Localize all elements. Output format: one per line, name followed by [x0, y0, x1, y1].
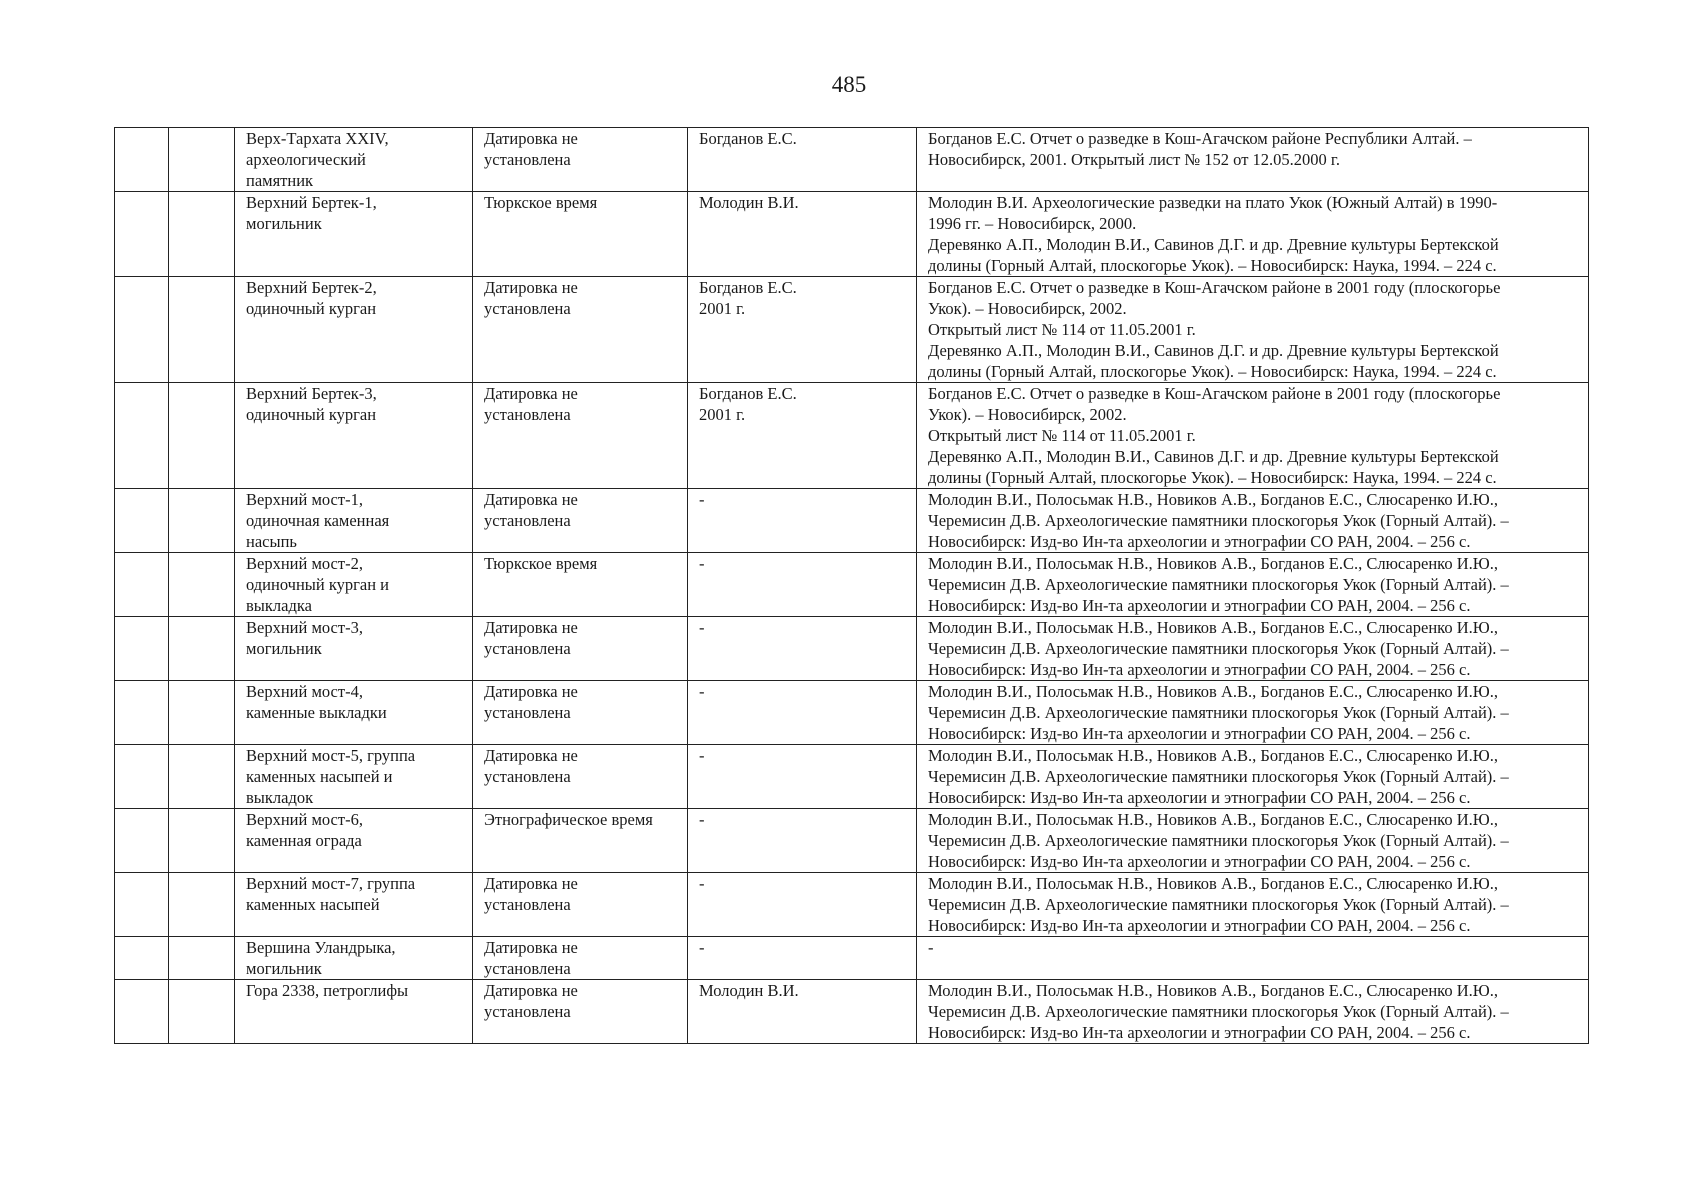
cell-text-line: Молодин В.И., Полосьмак Н.В., Новиков А.В., Богданов Е.С., Слюсаренко И.Ю.,: [928, 810, 1498, 829]
cell-text-line: Молодин В.И., Полосьмак Н.В., Новиков А.В., Богданов Е.С., Слюсаренко И.Ю.,: [928, 682, 1498, 701]
researcher-cell: [688, 809, 917, 873]
number-cell: [115, 277, 169, 383]
cell-text-line: -: [699, 810, 705, 829]
cell-text-line: Молодин В.И., Полосьмак Н.В., Новиков А.В., Богданов Е.С., Слюсаренко И.Ю.,: [928, 874, 1498, 893]
cell-text-line: Верхний мост-2,: [246, 554, 363, 573]
cell-text-line: Молодин В.И.: [699, 193, 799, 212]
researcher-cell: [688, 745, 917, 809]
cell-text-line: одиночный курган: [246, 299, 377, 318]
cell-text-line: одиночная каменная: [246, 511, 390, 530]
cell-text-line: долины (Горный Алтай, плоскогорье Укок). – Новосибирск: Наука, 1994. – 224 с.: [928, 256, 1497, 275]
cell-text-line: Датировка не: [484, 938, 578, 957]
cell-text-line: Верхний мост-3,: [246, 618, 363, 637]
monument-name-cell: [235, 383, 473, 489]
code-cell: [169, 383, 235, 489]
cell-text-line: Гора 2338, петроглифы: [246, 981, 409, 1000]
cell-text-line: каменные выкладки: [246, 703, 387, 722]
cell-text-line: 1996 гг. – Новосибирск, 2000.: [928, 214, 1137, 233]
cell-text-line: установлена: [484, 767, 571, 786]
cell-text-line: -: [699, 618, 705, 637]
number-cell: [115, 128, 169, 192]
cell-text-line: долины (Горный Алтай, плоскогорье Укок). – Новосибирск: Наука, 1994. – 224 с.: [928, 468, 1497, 487]
cell-text-line: Новосибирск: Изд-во Ин-та археологии и этнографии СО РАН, 2004. – 256 с.: [928, 1023, 1471, 1042]
cell-text-line: -: [699, 554, 705, 573]
cell-text-line: одиночный курган и: [246, 575, 389, 594]
table-row: [115, 617, 1589, 681]
sources-cell: [917, 937, 1589, 980]
dating-cell: [473, 873, 688, 937]
sources-cell: [917, 128, 1589, 192]
cell-text-line: Богданов Е.С. Отчет о разведке в Кош-Агачском районе в 2001 году (плоскогорье: [928, 384, 1501, 403]
researcher-cell: [688, 617, 917, 681]
dating-cell: [473, 128, 688, 192]
code-cell: [169, 553, 235, 617]
code-cell: [169, 681, 235, 745]
monument-name-cell: [235, 617, 473, 681]
cell-text-line: Новосибирск: Изд-во Ин-та археологии и этнографии СО РАН, 2004. – 256 с.: [928, 724, 1471, 743]
cell-text-line: Датировка не: [484, 682, 578, 701]
dating-cell: [473, 192, 688, 277]
code-cell: [169, 937, 235, 980]
number-cell: [115, 681, 169, 745]
cell-text-line: Молодин В.И.: [699, 981, 799, 1000]
code-cell: [169, 192, 235, 277]
cell-text-line: Датировка не: [484, 490, 578, 509]
monument-name-cell: [235, 681, 473, 745]
cell-text-line: могильник: [246, 959, 322, 978]
cell-text-line: Открытый лист № 114 от 11.05.2001 г.: [928, 426, 1196, 445]
cell-text-line: Вершина Уландрыка,: [246, 938, 396, 957]
cell-text-line: Верх-Тархата XXIV,: [246, 129, 389, 148]
cell-text-line: выкладка: [246, 596, 312, 615]
cell-text-line: Богданов Е.С. Отчет о разведке в Кош-Агачском районе Республики Алтай. –: [928, 129, 1472, 148]
cell-text-line: насыпь: [246, 532, 297, 551]
researcher-cell: [688, 277, 917, 383]
dating-cell: [473, 745, 688, 809]
sources-cell: [917, 681, 1589, 745]
table-row: [115, 383, 1589, 489]
monument-name-cell: [235, 553, 473, 617]
cell-text-line: Черемисин Д.В. Археологические памятники плоскогорья Укок (Горный Алтай). –: [928, 639, 1509, 658]
page-number: 485: [831, 72, 867, 97]
cell-text-line: 2001 г.: [699, 299, 746, 318]
cell-text-line: -: [699, 938, 705, 957]
cell-text-line: Деревянко А.П., Молодин В.И., Савинов Д.Г. и др. Древние культуры Бертекской: [928, 341, 1499, 360]
monument-name-cell: [235, 873, 473, 937]
cell-text-line: Датировка не: [484, 129, 578, 148]
cell-text-line: Верхний Бертек-1,: [246, 193, 377, 212]
code-cell: [169, 809, 235, 873]
code-cell: [169, 745, 235, 809]
cell-text-line: могильник: [246, 639, 322, 658]
dating-cell: [473, 980, 688, 1044]
sources-cell: [917, 192, 1589, 277]
researcher-cell: [688, 553, 917, 617]
cell-text-line: -: [928, 938, 934, 957]
cell-text-line: одиночный курган: [246, 405, 377, 424]
cell-text-line: Новосибирск: Изд-во Ин-та археологии и этнографии СО РАН, 2004. – 256 с.: [928, 532, 1471, 551]
dating-cell: [473, 489, 688, 553]
cell-text-line: Черемисин Д.В. Археологические памятники плоскогорья Укок (Горный Алтай). –: [928, 511, 1509, 530]
cell-text-line: Датировка не: [484, 981, 578, 1000]
cell-text-line: долины (Горный Алтай, плоскогорье Укок). – Новосибирск: Наука, 1994. – 224 с.: [928, 362, 1497, 381]
cell-text-line: установлена: [484, 703, 571, 722]
cell-text-line: Верхний мост-4,: [246, 682, 363, 701]
cell-text-line: установлена: [484, 299, 571, 318]
cell-text-line: каменная ограда: [246, 831, 362, 850]
cell-text-line: -: [699, 874, 705, 893]
cell-text-line: Черемисин Д.В. Археологические памятники плоскогорья Укок (Горный Алтай). –: [928, 767, 1509, 786]
cell-text-line: Богданов Е.С. Отчет о разведке в Кош-Агачском районе в 2001 году (плоскогорье: [928, 278, 1501, 297]
number-cell: [115, 980, 169, 1044]
monument-name-cell: [235, 277, 473, 383]
cell-text-line: каменных насыпей и: [246, 767, 393, 786]
cell-text-line: Молодин В.И., Полосьмак Н.В., Новиков А.В., Богданов Е.С., Слюсаренко И.Ю.,: [928, 490, 1498, 509]
sources-cell: [917, 277, 1589, 383]
dating-cell: [473, 383, 688, 489]
cell-text-line: Черемисин Д.В. Археологические памятники плоскогорья Укок (Горный Алтай). –: [928, 895, 1509, 914]
sources-cell: [917, 873, 1589, 937]
researcher-cell: [688, 980, 917, 1044]
cell-text-line: установлена: [484, 150, 571, 169]
cell-text-line: Молодин В.И., Полосьмак Н.В., Новиков А.В., Богданов Е.С., Слюсаренко И.Ю.,: [928, 746, 1498, 765]
number-cell: [115, 745, 169, 809]
cell-text-line: Молодин В.И., Полосьмак Н.В., Новиков А.В., Богданов Е.С., Слюсаренко И.Ю.,: [928, 618, 1498, 637]
table-row: [115, 937, 1589, 980]
code-cell: [169, 617, 235, 681]
number-cell: [115, 489, 169, 553]
cell-text-line: Датировка не: [484, 874, 578, 893]
table-row: [115, 681, 1589, 745]
researcher-cell: [688, 192, 917, 277]
monuments-table: [114, 127, 1589, 1044]
cell-text-line: выкладок: [246, 788, 314, 807]
cell-text-line: установлена: [484, 1002, 571, 1021]
dating-cell: [473, 617, 688, 681]
cell-text-line: Новосибирск: Изд-во Ин-та археологии и этнографии СО РАН, 2004. – 256 с.: [928, 916, 1471, 935]
sources-cell: [917, 383, 1589, 489]
number-cell: [115, 383, 169, 489]
cell-text-line: Молодин В.И., Полосьмак Н.В., Новиков А.В., Богданов Е.С., Слюсаренко И.Ю.,: [928, 554, 1498, 573]
number-cell: [115, 617, 169, 681]
monument-name-cell: [235, 745, 473, 809]
cell-text-line: Богданов Е.С.: [699, 384, 797, 403]
sources-cell: [917, 553, 1589, 617]
cell-text-line: Деревянко А.П., Молодин В.И., Савинов Д.Г. и др. Древние культуры Бертекской: [928, 235, 1499, 254]
cell-text-line: Верхний мост-1,: [246, 490, 363, 509]
code-cell: [169, 489, 235, 553]
cell-text-line: Верхний Бертек-2,: [246, 278, 377, 297]
cell-text-line: каменных насыпей: [246, 895, 380, 914]
cell-text-line: Датировка не: [484, 618, 578, 637]
monument-name-cell: [235, 489, 473, 553]
researcher-cell: [688, 937, 917, 980]
cell-text-line: -: [699, 682, 705, 701]
cell-text-line: Черемисин Д.В. Археологические памятники плоскогорья Укок (Горный Алтай). –: [928, 703, 1509, 722]
cell-text-line: Укок). – Новосибирск, 2002.: [928, 405, 1127, 424]
table-row: [115, 128, 1589, 192]
researcher-cell: [688, 128, 917, 192]
code-cell: [169, 128, 235, 192]
cell-text-line: Верхний мост-7, группа: [246, 874, 416, 893]
cell-text-line: могильник: [246, 214, 322, 233]
cell-text-line: Датировка не: [484, 384, 578, 403]
table-row: [115, 873, 1589, 937]
cell-text-line: Верхний Бертек-3,: [246, 384, 377, 403]
cell-text-line: Деревянко А.П., Молодин В.И., Савинов Д.Г. и др. Древние культуры Бертекской: [928, 447, 1499, 466]
table-row: [115, 553, 1589, 617]
cell-text-line: Датировка не: [484, 746, 578, 765]
number-cell: [115, 873, 169, 937]
cell-text-line: Новосибирск: Изд-во Ин-та археологии и этнографии СО РАН, 2004. – 256 с.: [928, 788, 1471, 807]
table-row: [115, 192, 1589, 277]
number-cell: [115, 809, 169, 873]
cell-text-line: установлена: [484, 959, 571, 978]
cell-text-line: Тюркское время: [484, 554, 598, 573]
number-cell: [115, 192, 169, 277]
cell-text-line: Верхний мост-5, группа: [246, 746, 416, 765]
monument-name-cell: [235, 809, 473, 873]
researcher-cell: [688, 383, 917, 489]
cell-text-line: Датировка не: [484, 278, 578, 297]
table-row: [115, 980, 1589, 1044]
cell-text-line: установлена: [484, 639, 571, 658]
dating-cell: [473, 809, 688, 873]
cell-text-line: установлена: [484, 895, 571, 914]
cell-text-line: -: [699, 746, 705, 765]
dating-cell: [473, 553, 688, 617]
cell-text-line: Новосибирск: Изд-во Ин-та археологии и этнографии СО РАН, 2004. – 256 с.: [928, 852, 1471, 871]
cell-text-line: Богданов Е.С.: [699, 278, 797, 297]
number-cell: [115, 937, 169, 980]
researcher-cell: [688, 873, 917, 937]
sources-cell: [917, 489, 1589, 553]
cell-text-line: Тюркское время: [484, 193, 598, 212]
cell-text-line: Этнографическое время: [484, 810, 653, 829]
table-row: [115, 277, 1589, 383]
sources-cell: [917, 809, 1589, 873]
cell-text-line: Верхний мост-6,: [246, 810, 363, 829]
dating-cell: [473, 277, 688, 383]
code-cell: [169, 873, 235, 937]
sources-cell: [917, 980, 1589, 1044]
table-body: [115, 128, 1589, 1044]
table-row: [115, 745, 1589, 809]
monument-name-cell: [235, 980, 473, 1044]
researcher-cell: [688, 489, 917, 553]
monument-name-cell: [235, 128, 473, 192]
cell-text-line: Новосибирск: Изд-во Ин-та археологии и этнографии СО РАН, 2004. – 256 с.: [928, 660, 1471, 679]
cell-text-line: Черемисин Д.В. Археологические памятники плоскогорья Укок (Горный Алтай). –: [928, 831, 1509, 850]
dating-cell: [473, 937, 688, 980]
researcher-cell: [688, 681, 917, 745]
dating-cell: [473, 681, 688, 745]
sources-cell: [917, 745, 1589, 809]
cell-text-line: 2001 г.: [699, 405, 746, 424]
code-cell: [169, 277, 235, 383]
cell-text-line: Открытый лист № 114 от 11.05.2001 г.: [928, 320, 1196, 339]
number-cell: [115, 553, 169, 617]
table-row: [115, 809, 1589, 873]
cell-text-line: Молодин В.И., Полосьмак Н.В., Новиков А.В., Богданов Е.С., Слюсаренко И.Ю.,: [928, 981, 1498, 1000]
cell-text-line: Молодин В.И. Археологические разведки на плато Укок (Южный Алтай) в 1990-: [928, 193, 1498, 212]
monument-name-cell: [235, 937, 473, 980]
table-row: [115, 489, 1589, 553]
code-cell: [169, 980, 235, 1044]
cell-text-line: археологический: [246, 150, 366, 169]
cell-text-line: Богданов Е.С.: [699, 129, 797, 148]
cell-text-line: памятник: [246, 171, 314, 190]
sources-cell: [917, 617, 1589, 681]
cell-text-line: -: [699, 490, 705, 509]
cell-text-line: установлена: [484, 511, 571, 530]
cell-text-line: Черемисин Д.В. Археологические памятники плоскогорья Укок (Горный Алтай). –: [928, 575, 1509, 594]
cell-text-line: Новосибирск: Изд-во Ин-та археологии и этнографии СО РАН, 2004. – 256 с.: [928, 596, 1471, 615]
cell-text-line: установлена: [484, 405, 571, 424]
cell-text-line: Новосибирск, 2001. Открытый лист № 152 от 12.05.2000 г.: [928, 150, 1340, 169]
cell-text-line: Черемисин Д.В. Археологические памятники плоскогорья Укок (Горный Алтай). –: [928, 1002, 1509, 1021]
cell-text-line: Укок). – Новосибирск, 2002.: [928, 299, 1127, 318]
monument-name-cell: [235, 192, 473, 277]
